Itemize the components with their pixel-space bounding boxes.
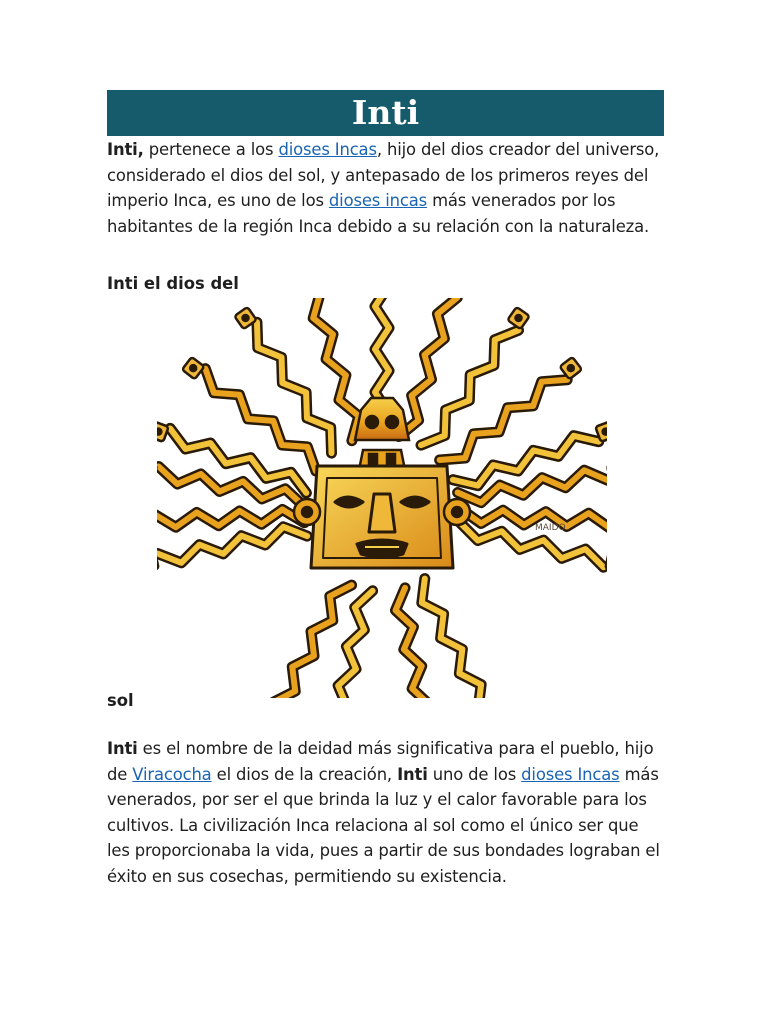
link-dioses-incas[interactable]: dioses Incas	[278, 140, 377, 159]
ray-tip-dot	[242, 315, 248, 321]
section-heading-part1: Inti el dios del	[107, 274, 239, 293]
inti-sun-god-icon	[157, 298, 607, 698]
link-dioses-incas-3[interactable]: dioses Incas	[521, 764, 620, 784]
ray-tip-dot	[157, 429, 161, 435]
intro-bold-name: Inti,	[107, 140, 144, 159]
main-text-2: el dios de la creación,	[211, 764, 398, 784]
sun-face	[311, 466, 453, 568]
main-text-1: es el nombre de la deidad más significativa para el pueblo, hijo de	[107, 739, 654, 784]
intro-text-1: pertenece a los	[143, 140, 279, 159]
main-text-4: más venerados, por ser el que brinda la luz y el calor favorable para los cultivos. La civilización Inca relaciona al sol como el único ser que les proporcionaba la vida, pues a partir de sus bondades lograban el éxito en sus cosechas, permitiendo su existencia.	[107, 764, 660, 886]
link-viracocha[interactable]: Viracocha	[132, 764, 212, 784]
headdress	[355, 398, 409, 470]
figure-row	[107, 296, 664, 710]
sun-ray-fill	[440, 380, 568, 460]
bold-inti-1: Inti	[107, 739, 138, 758]
main-paragraph	[107, 736, 664, 889]
main-text-3: uno de los	[427, 764, 522, 784]
sun-ray-fill	[257, 322, 332, 453]
intro-text-3: más venerados por los habitantes de la región Inca debido a su relación con la naturaleza.	[107, 191, 650, 236]
document-page	[107, 90, 664, 889]
artist-signature: MAIDO	[535, 523, 566, 533]
link-dioses-incas-2[interactable]: dioses incas	[328, 191, 428, 210]
ray-tip-dot	[603, 429, 607, 435]
section-heading-part2: sol	[107, 691, 134, 710]
ray-tip-dot	[190, 365, 196, 371]
intro-text-2: , hijo del dios creador del universo, considerado el dios del sol, y antepasado de los primeros reyes del imperio Inca, es uno de los	[107, 140, 660, 210]
ray-tip-dot	[516, 315, 522, 321]
page-title: Inti	[107, 90, 664, 136]
intro-paragraph	[107, 137, 664, 239]
ray-tip-dot	[568, 365, 574, 371]
bold-inti-2: Inti	[397, 764, 428, 784]
